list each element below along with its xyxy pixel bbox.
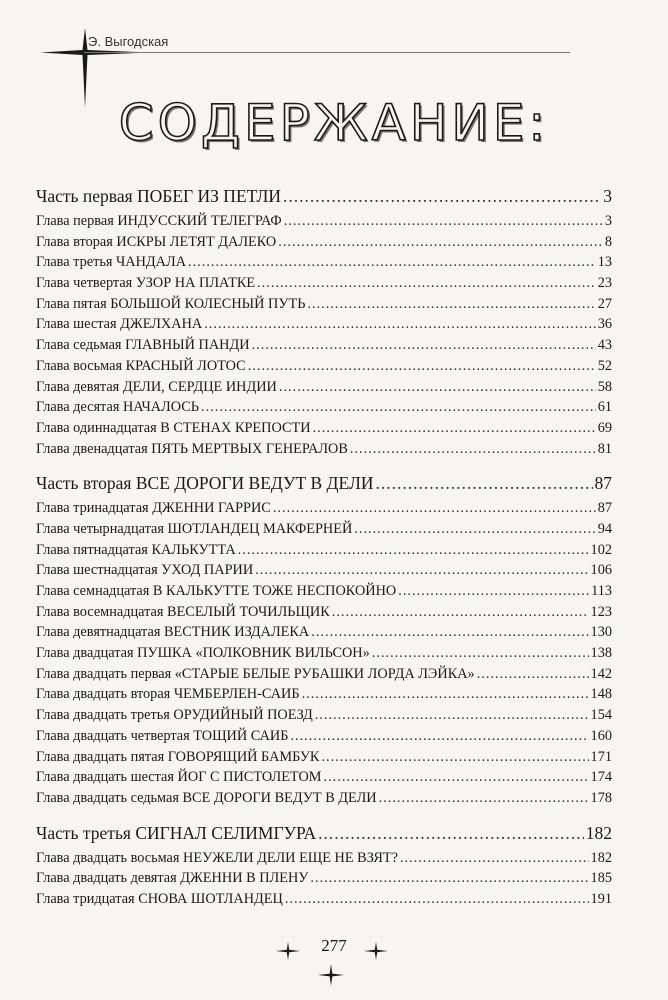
toc-chapter-title: Глава четвертая УЗОР НА ПЛАТКЕ — [36, 275, 256, 292]
toc-part-title: Часть вторая ВСЕ ДОРОГИ ВЕДУТ В ДЕЛИ — [36, 473, 374, 494]
toc-chapter-title: Глава вторая ИСКРЫ ЛЕТЯТ ДАЛЕКО — [36, 233, 277, 250]
toc-chapter-row — [36, 540, 612, 561]
toc-chapter-page: 8 — [604, 233, 612, 250]
toc-chapter-title: Глава двадцать шестая ЙОГ С ПИСТОЛЕТОМ — [36, 769, 322, 786]
dot-leader — [400, 848, 589, 869]
dot-leader — [283, 182, 601, 211]
toc-chapter-page: 174 — [590, 769, 612, 786]
toc-chapter-title: Глава четырнадцатая ШОТЛАНДЕЦ МАКФЕРНЕЙ — [36, 520, 353, 537]
toc-chapter-title: Глава двадцать девятая ДЖЕННИ В ПЛЕНУ — [36, 870, 309, 887]
toc-chapter-page: 138 — [590, 645, 612, 662]
toc-chapter-row — [36, 684, 612, 705]
toc-chapter-row — [36, 848, 612, 869]
dot-leader — [332, 602, 589, 623]
toc-chapter-title: Глава двадцатая ПУШКА «ПОЛКОВНИК ВИЛЬСОН» — [36, 645, 370, 662]
page-title: СОДЕРЖАНИЕ: — [118, 94, 550, 152]
toc-chapter-page: 81 — [597, 440, 612, 457]
toc-chapter-page: 69 — [597, 419, 612, 436]
toc-chapter-row — [36, 418, 612, 439]
toc-part — [36, 182, 612, 459]
dot-leader — [310, 868, 588, 889]
toc-chapter-title: Глава двадцать четвертая ТОЩИЙ САИБ — [36, 727, 289, 744]
toc-chapter-page: 36 — [597, 316, 612, 333]
toc-chapter-title: Глава двадцать первая «СТАРЫЕ БЕЛЫЕ РУБАШКИ ЛОРДА ЛЭЙКА» — [36, 665, 475, 682]
toc-chapter-title: Глава девятнадцатая ВЕСТНИК ИЗДАЛЕКА — [36, 624, 310, 641]
toc-part-page: 182 — [585, 822, 612, 843]
toc-part-page: 87 — [594, 473, 612, 494]
toc-chapter-row — [36, 273, 612, 294]
dot-leader — [188, 252, 596, 273]
toc-chapter-title: Глава шестая ДЖЕЛХАНА — [36, 316, 203, 333]
dot-leader — [257, 273, 596, 294]
dot-leader — [315, 705, 589, 726]
dot-leader — [285, 889, 589, 910]
toc-chapter-row — [36, 889, 612, 910]
dot-leader — [354, 519, 595, 540]
toc-chapter-page: 13 — [597, 254, 612, 271]
toc-chapter-row — [36, 705, 612, 726]
toc-chapter-page: 61 — [597, 399, 612, 416]
toc-part — [36, 469, 612, 808]
toc-chapter-page: 148 — [590, 686, 612, 703]
toc-chapter-title: Глава шестнадцатая УХОД ПАРИИ — [36, 562, 254, 579]
toc-chapter-title: Глава восемнадцатая ВЕСЕЛЫЙ ТОЧИЛЬЩИК — [36, 603, 330, 620]
toc-chapter-title: Глава двадцать вторая ЧЕМБЕРЛЕН-САИБ — [36, 686, 300, 703]
toc-chapter-page: 87 — [597, 500, 612, 517]
toc-chapter-row — [36, 622, 612, 643]
toc-chapter-title: Глава пятая БОЛЬШОЙ КОЛЕСНЫЙ ПУТЬ — [36, 295, 306, 312]
header-rule — [84, 52, 570, 53]
toc-chapter-title: Глава тринадцатая ДЖЕННИ ГАРРИС — [36, 500, 271, 517]
dot-leader — [379, 788, 589, 809]
dot-leader — [302, 684, 589, 705]
toc-part-title: Часть третья СИГНАЛ СЕЛИМГУРА — [36, 822, 317, 843]
toc-chapter-title: Глава семнадцатая В КАЛЬКУТТЕ ТОЖЕ НЕСПОКОЙНО — [36, 583, 397, 599]
toc-chapter-title: Глава двадцать восьмая НЕУЖЕЛИ ДЕЛИ ЕЩЕ НЕ ВЗЯТ? — [36, 849, 398, 866]
toc-chapter-page: 160 — [590, 727, 612, 744]
toc-chapter-row — [36, 643, 612, 664]
toc-chapter-page: 106 — [590, 562, 612, 579]
dot-leader — [248, 356, 596, 377]
dot-leader — [313, 418, 596, 439]
toc-chapter-page: 43 — [597, 337, 612, 354]
dot-leader — [204, 314, 595, 335]
toc-chapter-page: 94 — [597, 520, 612, 537]
toc-part-heading — [36, 469, 612, 498]
toc-chapter-row — [36, 232, 612, 253]
toc-chapter-page: 113 — [591, 583, 612, 599]
toc-chapter-row — [36, 211, 612, 232]
dot-leader — [273, 498, 596, 519]
toc-chapter-row — [36, 664, 612, 685]
dot-leader — [238, 540, 589, 561]
page-footer — [0, 930, 668, 990]
toc-chapter-row — [36, 377, 612, 398]
author-name: Э. Выгодская — [88, 34, 169, 49]
dot-leader — [375, 469, 592, 498]
toc-chapter-title: Глава двенадцатая ПЯТЬ МЕРТВЫХ ГЕНЕРАЛОВ — [36, 440, 348, 457]
dot-leader — [372, 643, 589, 664]
toc-chapter-row — [36, 868, 612, 889]
toc-chapter-row — [36, 498, 612, 519]
toc-chapter-row — [36, 356, 612, 377]
toc-chapter-title: Глава девятая ДЕЛИ, СЕРДЦЕ ИНДИИ — [36, 378, 277, 395]
toc-chapter-page: 23 — [597, 275, 612, 292]
dot-leader — [321, 747, 588, 768]
dot-leader — [324, 767, 589, 788]
toc-chapter-row — [36, 560, 612, 581]
toc-chapter-title: Глава двадцать седьмая ВСЕ ДОРОГИ ВЕДУТ В ДЕЛИ — [36, 789, 377, 806]
dot-leader — [318, 819, 584, 848]
toc-chapter-page: 102 — [590, 541, 612, 558]
toc-chapter-title: Глава первая ИНДУССКИЙ ТЕЛЕГРАФ — [36, 213, 282, 229]
four-point-star-icon — [364, 942, 388, 960]
toc-chapter-title: Глава пятнадцатая КАЛЬКУТТА — [36, 541, 236, 558]
toc-chapter-page: 58 — [597, 378, 612, 395]
toc-chapter-row — [36, 602, 612, 623]
toc-chapter-title: Глава третья ЧАНДАЛА — [36, 254, 187, 271]
toc-chapter-row — [36, 519, 612, 540]
toc-part — [36, 819, 612, 910]
toc-chapter-page: 171 — [590, 748, 612, 765]
toc-chapter-row — [36, 294, 612, 315]
toc-part-heading — [36, 819, 612, 848]
toc-chapter-row — [36, 581, 612, 602]
page-number: 277 — [321, 936, 347, 955]
dot-leader — [398, 581, 589, 602]
toc-chapter-page: 185 — [590, 870, 612, 887]
toc-chapter-row — [36, 788, 612, 809]
toc-chapter-page: 27 — [597, 295, 612, 312]
dot-leader — [311, 622, 588, 643]
four-point-star-icon — [318, 964, 344, 986]
toc-chapter-title: Глава седьмая ГЛАВНЫЙ ПАНДИ — [36, 337, 250, 354]
toc-chapter-title: Глава одиннадцатая В СТЕНАХ КРЕПОСТИ — [36, 419, 311, 436]
toc-chapter-page: 191 — [590, 890, 612, 907]
toc-chapter-page: 178 — [590, 789, 612, 806]
toc-chapter-title: Глава двадцать третья ОРУДИЙНЫЙ ПОЕЗД — [36, 707, 313, 724]
toc-chapter-row — [36, 314, 612, 335]
dot-leader — [252, 335, 596, 356]
dot-leader — [201, 397, 596, 418]
toc-chapter-page: 142 — [590, 665, 612, 682]
toc-chapter-row — [36, 439, 612, 460]
toc-chapter-title: Глава десятая НАЧАЛОСЬ — [36, 399, 200, 416]
toc-chapter-row — [36, 726, 612, 747]
toc-chapter-page: 52 — [597, 357, 612, 374]
table-of-contents — [36, 182, 612, 916]
toc-chapter-page: 154 — [590, 707, 612, 724]
toc-chapter-row — [36, 397, 612, 418]
toc-part-page: 3 — [603, 186, 612, 206]
dot-leader — [284, 211, 603, 232]
toc-chapter-row — [36, 252, 612, 273]
toc-chapter-page: 123 — [590, 603, 612, 620]
toc-part-heading — [36, 182, 612, 211]
dot-leader — [255, 560, 588, 581]
dot-leader — [477, 664, 589, 685]
toc-chapter-page: 130 — [590, 624, 612, 641]
toc-chapter-title: Глава восьмая КРАСНЫЙ ЛОТОС — [36, 357, 246, 374]
toc-chapter-row — [36, 747, 612, 768]
toc-part-title: Часть первая ПОБЕГ ИЗ ПЕТЛИ — [36, 186, 281, 206]
dot-leader — [279, 377, 596, 398]
toc-chapter-title: Глава тридцатая СНОВА ШОТЛАНДЕЦ — [36, 890, 283, 907]
dot-leader — [350, 439, 596, 460]
toc-chapter-row — [36, 335, 612, 356]
toc-chapter-page: 182 — [590, 849, 612, 866]
dot-leader — [290, 726, 588, 747]
toc-chapter-title: Глава двадцать пятая ГОВОРЯЩИЙ БАМБУК — [36, 748, 320, 765]
toc-chapter-row — [36, 767, 612, 788]
dot-leader — [278, 232, 603, 253]
toc-chapter-page: 3 — [604, 213, 612, 229]
dot-leader — [307, 294, 595, 315]
